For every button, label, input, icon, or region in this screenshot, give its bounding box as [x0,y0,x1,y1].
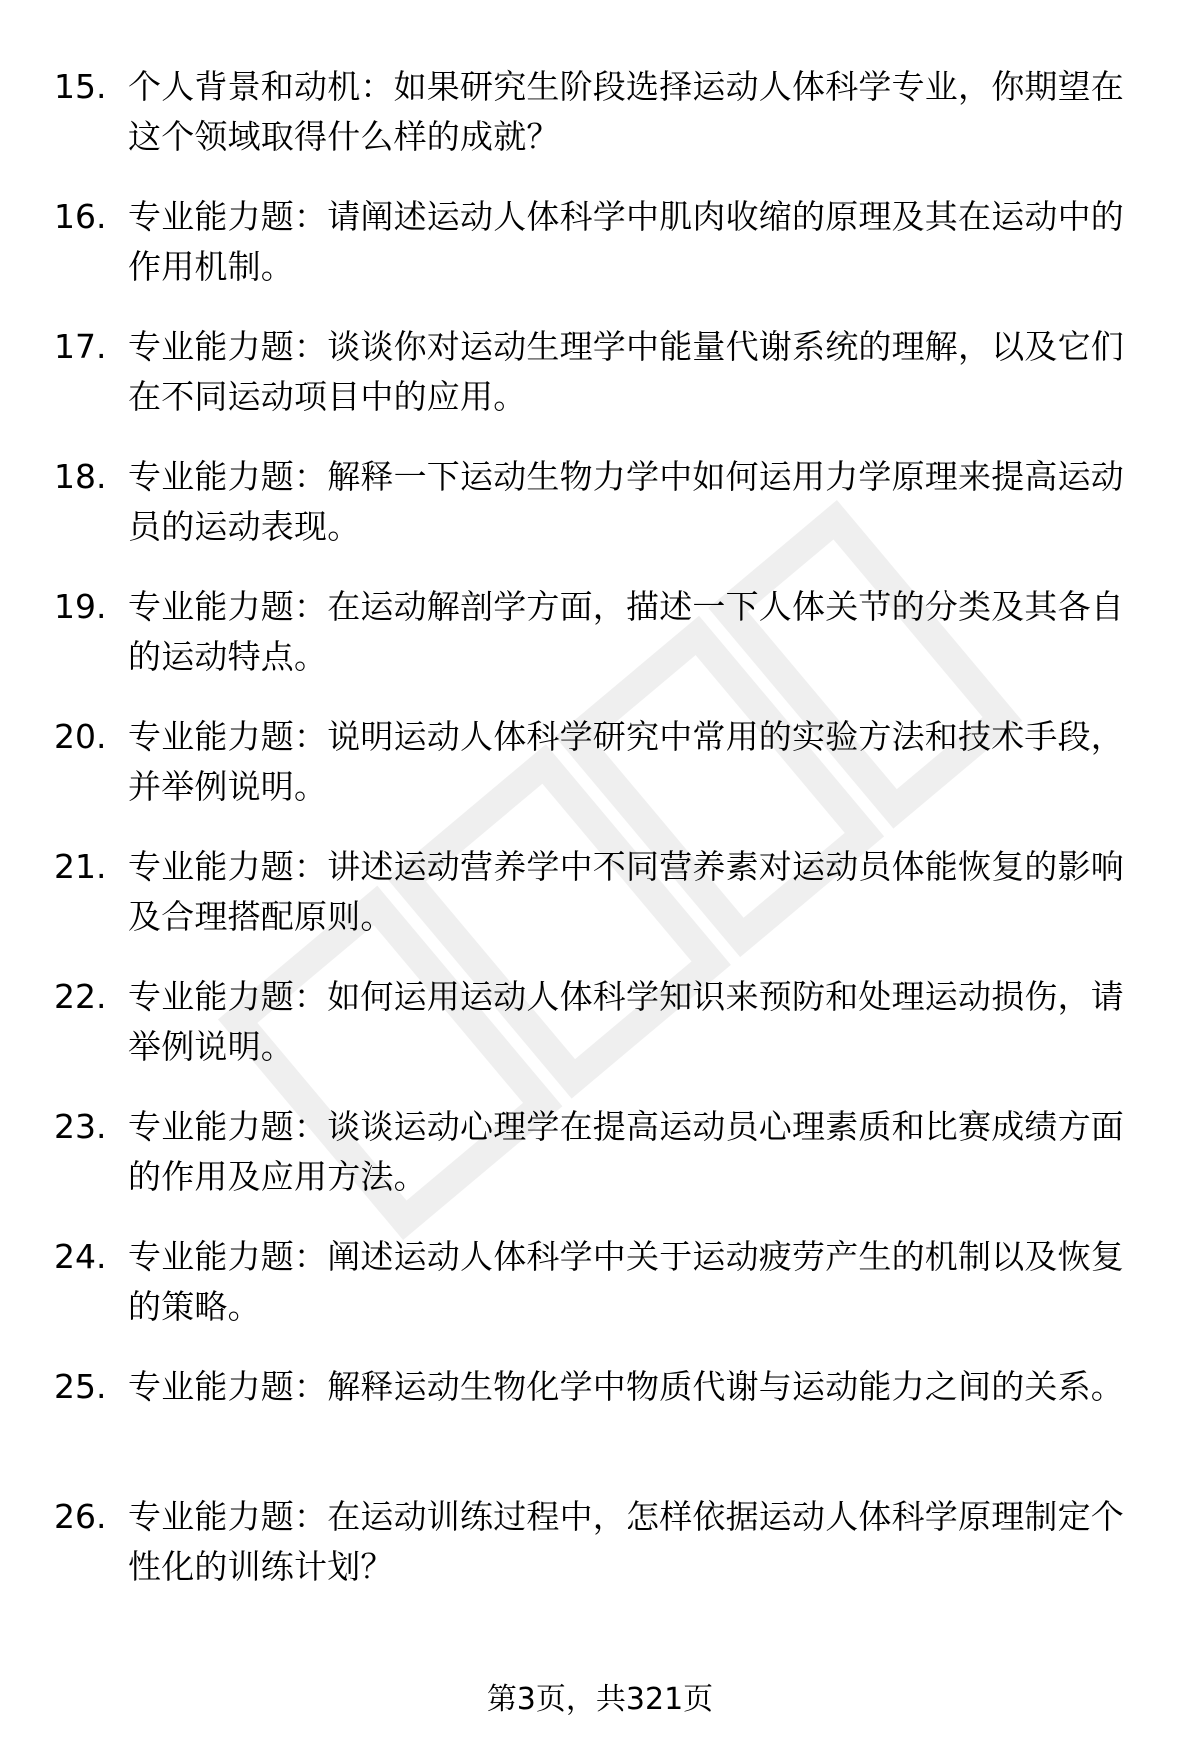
question-text: 专业能力题：谈谈你对运动生理学中能量代谢系统的理解，以及它们在不同运动项目中的应用。 [128,327,1124,416]
question-number: 21. [54,847,107,886]
question-item [0,62,1200,180]
question-text: 专业能力题：在运动解剖学方面，描述一下人体关节的分类及其各自的运动特点。 [128,587,1124,676]
question-number: 22. [54,977,107,1016]
question-item [0,452,1200,570]
question-item [0,972,1200,1090]
question-text: 专业能力题：说明运动人体科学研究中常用的实验方法和技术手段，并举例说明。 [128,717,1124,806]
question-text: 个人背景和动机：如果研究生阶段选择运动人体科学专业，你期望在这个领域取得什么样的成就？ [128,67,1124,156]
question-text: 专业能力题：阐述运动人体科学中关于运动疲劳产生的机制以及恢复的策略。 [128,1237,1124,1326]
question-item [0,1362,1200,1480]
question-text: 专业能力题：在运动训练过程中，怎样依据运动人体科学原理制定个性化的训练计划？ [128,1497,1124,1586]
question-number: 18. [54,457,107,496]
page-indicator: 第3页，共321页 [486,1682,714,1717]
question-text: 专业能力题：如何运用运动人体科学知识来预防和处理运动损伤，请举例说明。 [128,977,1124,1066]
question-item [0,192,1200,310]
question-text: 专业能力题：解释运动生物化学中物质代谢与运动能力之间的关系。 [128,1367,1124,1406]
question-item [0,322,1200,440]
question-list [0,62,1200,1622]
question-item [0,712,1200,830]
question-item [0,1492,1200,1610]
question-item [0,582,1200,700]
question-item [0,1232,1200,1350]
question-number: 26. [54,1497,107,1536]
question-number: 19. [54,587,107,626]
question-number: 23. [54,1107,107,1146]
page-footer [0,1680,1200,1720]
question-text: 专业能力题：谈谈运动心理学在提高运动员心理素质和比赛成绩方面的作用及应用方法。 [128,1107,1124,1196]
question-number: 25. [54,1367,107,1406]
question-item [0,1102,1200,1220]
question-number: 17. [54,327,107,366]
question-number: 20. [54,717,107,756]
question-number: 24. [54,1237,107,1276]
question-item [0,842,1200,960]
question-number: 16. [54,197,107,236]
question-number: 15. [54,67,107,106]
question-text: 专业能力题：请阐述运动人体科学中肌肉收缩的原理及其在运动中的作用机制。 [128,197,1124,286]
question-text: 专业能力题：讲述运动营养学中不同营养素对运动员体能恢复的影响及合理搭配原则。 [128,847,1124,936]
question-text: 专业能力题：解释一下运动生物力学中如何运用力学原理来提高运动员的运动表现。 [128,457,1124,546]
